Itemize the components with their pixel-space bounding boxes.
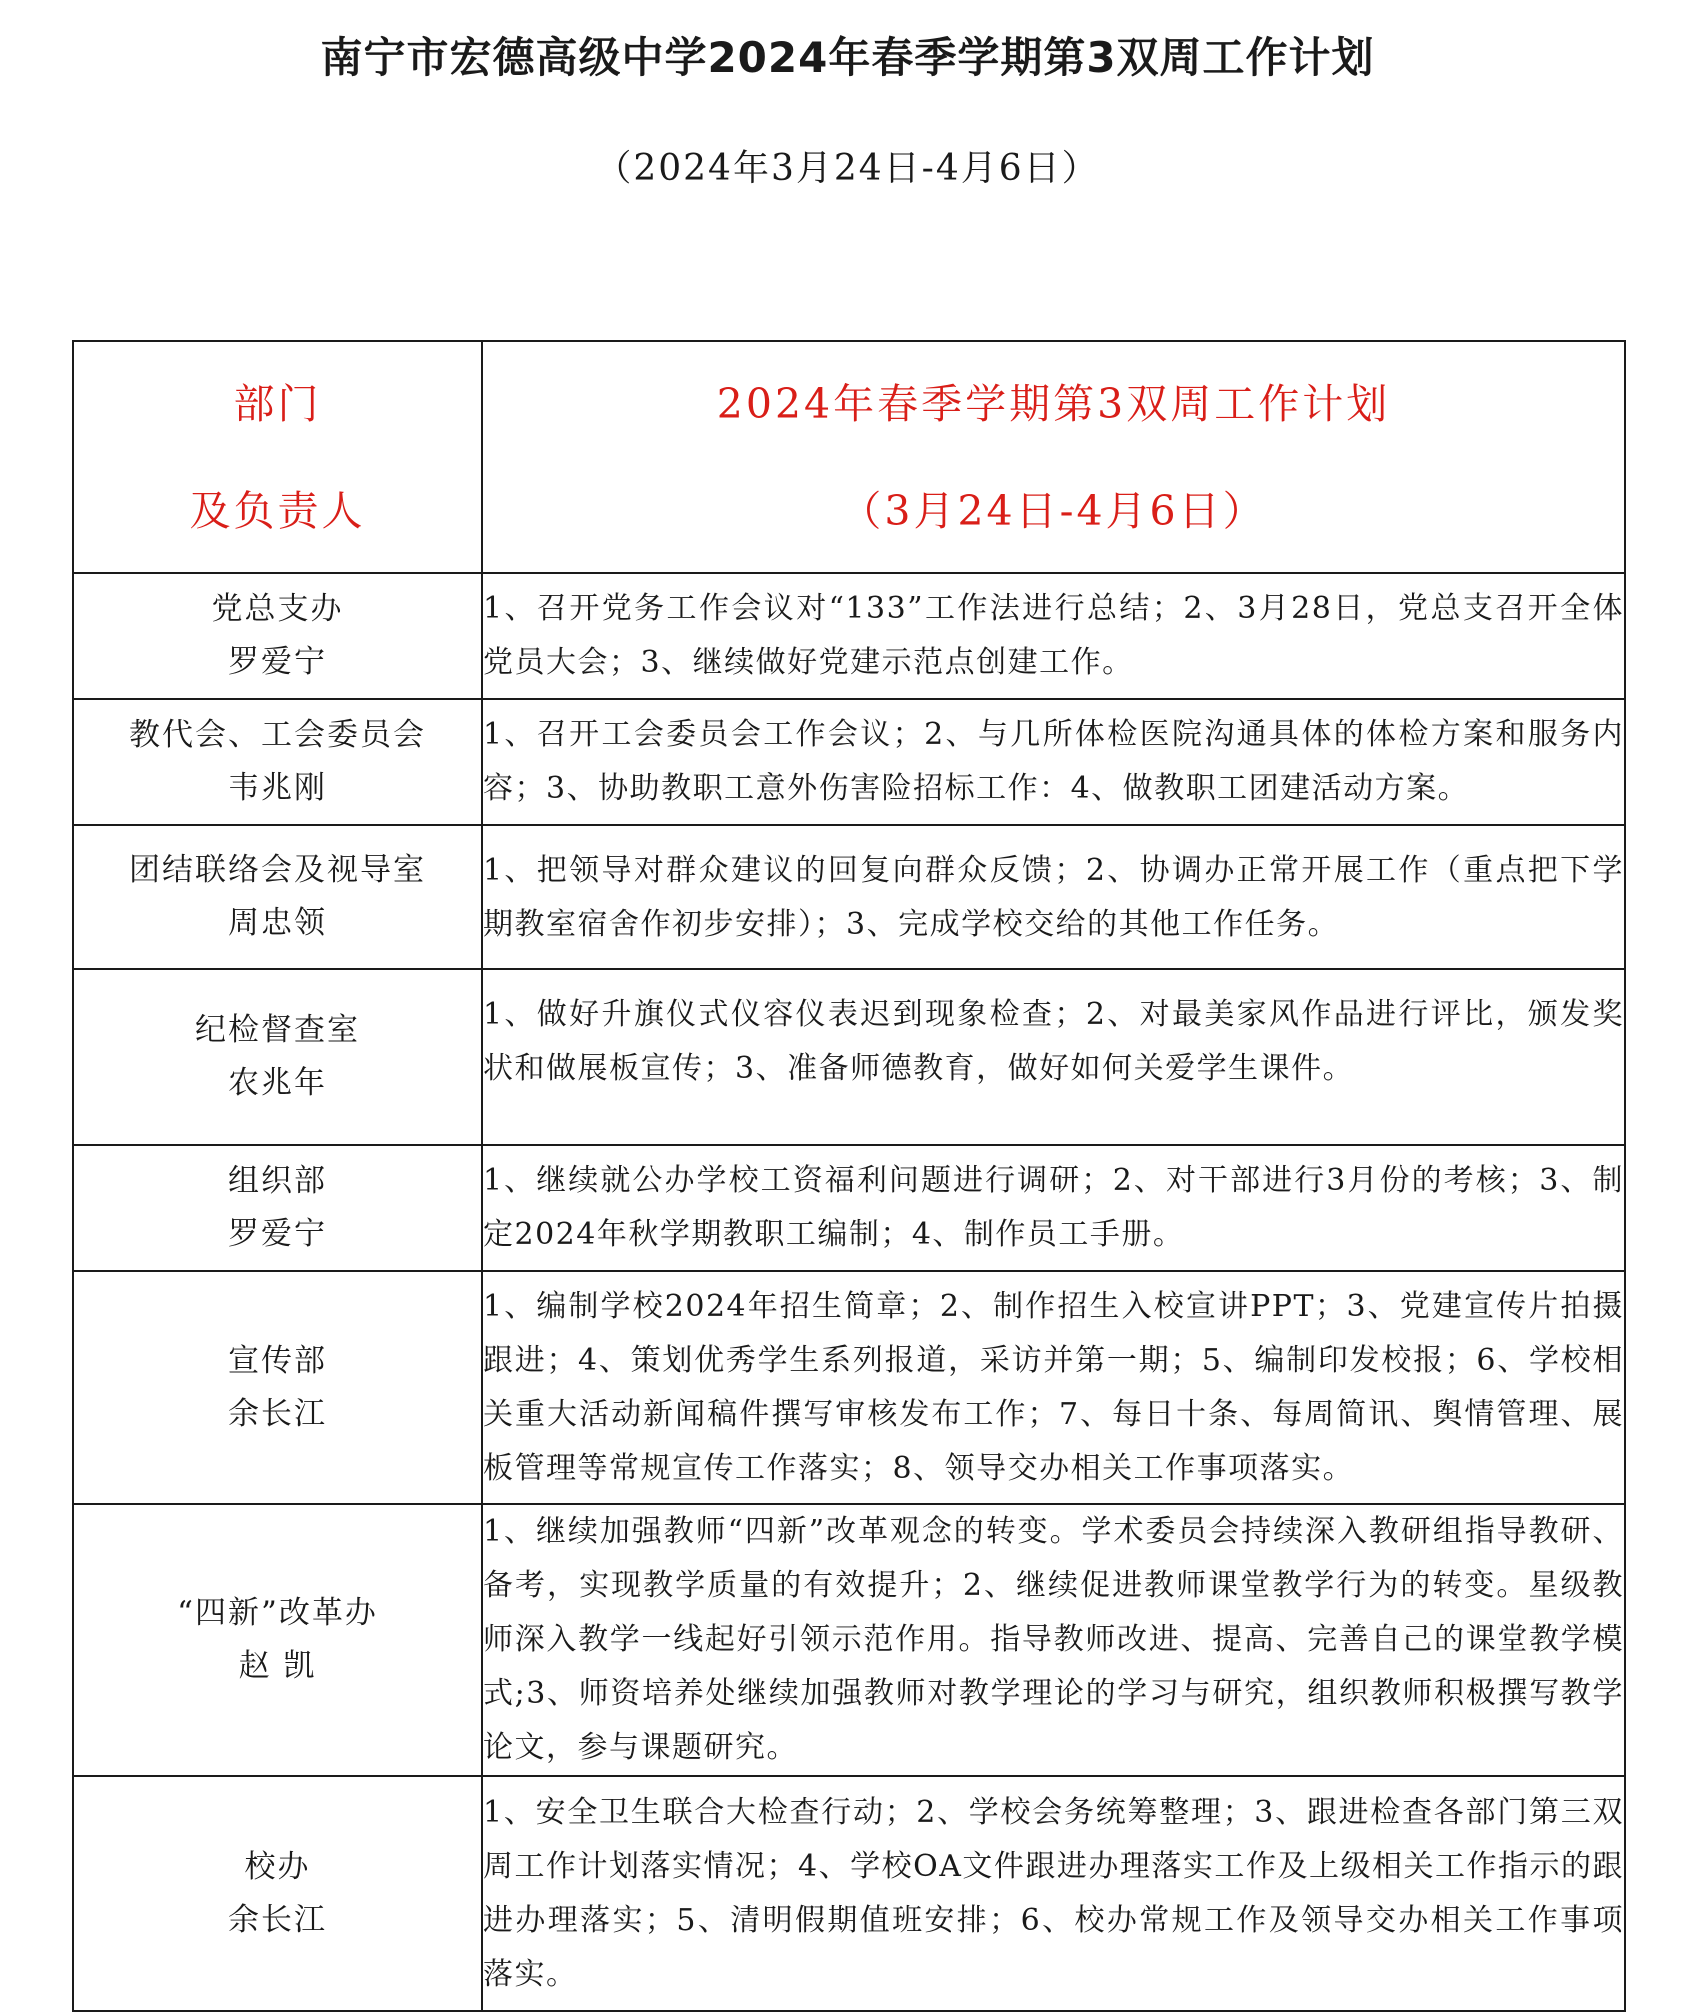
dept-owner: 余长江 [228, 1395, 327, 1432]
dept-owner: 周忠领 [228, 905, 327, 941]
plan-text: 1、继续加强教师“四新”改革观念的转变。学术委员会持续深入教研组指导教研、备考，实现教学质量的有效提升；2、继续促进教师课堂教学行为的转变。星级教师深入教学一线起好引领示范作用。指导教师改进、提高、完善自己的课堂教学模式;3、师资培养处继续加强教师对教学理论的学习与研究，组织教师积极撰写教学论文，参与课题研究。 [483, 1514, 1624, 1765]
header-dept-cell [73, 341, 482, 573]
table-row [73, 699, 1625, 825]
table-row [73, 1504, 1625, 1776]
dept-owner: 罗爱宁 [228, 1216, 327, 1252]
dept-cell [73, 1145, 482, 1271]
table-header-row [73, 341, 1625, 573]
plan-cell [482, 573, 1625, 699]
header-plan-cell [482, 341, 1625, 573]
plan-cell [482, 1271, 1625, 1504]
table-row [73, 1271, 1625, 1504]
dept-name: 党总支办 [211, 591, 344, 627]
dept-name: 组织部 [228, 1163, 327, 1199]
header-plan-title: 2024年春季学期第3双周工作计划 [716, 379, 1391, 428]
table-row [73, 825, 1625, 969]
dept-name: 纪检督查室 [195, 1012, 360, 1048]
dept-owner: 罗爱宁 [228, 644, 327, 680]
work-plan-table [72, 340, 1626, 2012]
plan-text: 1、继续就公办学校工资福利问题进行调研；2、对干部进行3月份的考核；3、制定2024年秋学期教职工编制；4、制作员工手册。 [483, 1163, 1624, 1252]
dept-cell [73, 969, 482, 1145]
table-row [73, 1776, 1625, 2011]
dept-cell [73, 1271, 482, 1504]
table-row [73, 969, 1625, 1145]
dept-cell [73, 1776, 482, 2011]
plan-text: 1、召开工会委员会工作会议；2、与几所体检医院沟通具体的体检方案和服务内容；3、协助教职工意外伤害险招标工作：4、做教职工团建活动方案。 [483, 717, 1624, 806]
dept-name: 校办 [244, 1848, 311, 1885]
header-dept-label: 部门 [233, 379, 322, 428]
plan-cell [482, 1145, 1625, 1271]
plan-text: 1、召开党务工作会议对“133”工作法进行总结；2、3月28日，党总支召开全体党员大会；3、继续做好党建示范点创建工作。 [483, 591, 1624, 680]
dept-cell [73, 1504, 482, 1776]
dept-name: “四新”改革办 [177, 1595, 378, 1631]
dept-cell [73, 825, 482, 969]
header-plan-dates: （3月24日-4月6日） [840, 486, 1267, 535]
plan-text: 1、安全卫生联合大检查行动；2、学校会务统筹整理；3、跟进检查各部门第三双周工作计划落实情况；4、学校OA文件跟进办理落实工作及上级相关工作指示的跟进办理落实；5、清明假期值班安排；6、校办常规工作及领导交办相关工作事项落实。 [483, 1794, 1624, 1992]
plan-cell [482, 1776, 1625, 2011]
dept-name: 宣传部 [228, 1342, 327, 1379]
plan-text: 1、把领导对群众建议的回复向群众反馈；2、协调办正常开展工作（重点把下学期教室宿舍作初步安排）；3、完成学校交给的其他工作任务。 [483, 853, 1624, 942]
dept-owner: 韦兆刚 [228, 770, 327, 806]
plan-text: 1、做好升旗仪式仪容仪表迟到现象检查；2、对最美家风作品进行评比，颁发奖状和做展板宣传；3、准备师德教育，做好如何关爱学生课件。 [483, 997, 1624, 1086]
dept-name: 团结联络会及视导室 [129, 852, 426, 888]
dept-name: 教代会、工会委员会 [129, 717, 426, 753]
dept-owner: 农兆年 [228, 1065, 327, 1101]
plan-cell [482, 969, 1625, 1145]
table-row [73, 1145, 1625, 1271]
table-row [73, 573, 1625, 699]
header-owner-label: 及负责人 [189, 486, 366, 535]
plan-cell [482, 825, 1625, 969]
plan-text: 1、编制学校2024年招生简章；2、制作招生入校宣讲PPT；3、党建宣传片拍摄跟进；4、策划优秀学生系列报道，采访并第一期；5、编制印发校报；6、学校相关重大活动新闻稿件撰写审核发布工作；7、每日十条、每周简讯、舆情管理、展板管理等常规宣传工作落实；8、领导交办相关工作事项落实。 [483, 1288, 1624, 1486]
plan-cell [482, 699, 1625, 825]
document-title: 南宁市宏德高级中学2024年春季学期第3双周工作计划 [320, 33, 1375, 82]
plan-cell [482, 1504, 1625, 1776]
dept-owner: 余长江 [228, 1901, 327, 1938]
dept-cell [73, 699, 482, 825]
dept-cell [73, 573, 482, 699]
document-date-range: （2024年3月24日-4月6日） [595, 148, 1100, 189]
dept-owner: 赵 凯 [238, 1648, 317, 1684]
